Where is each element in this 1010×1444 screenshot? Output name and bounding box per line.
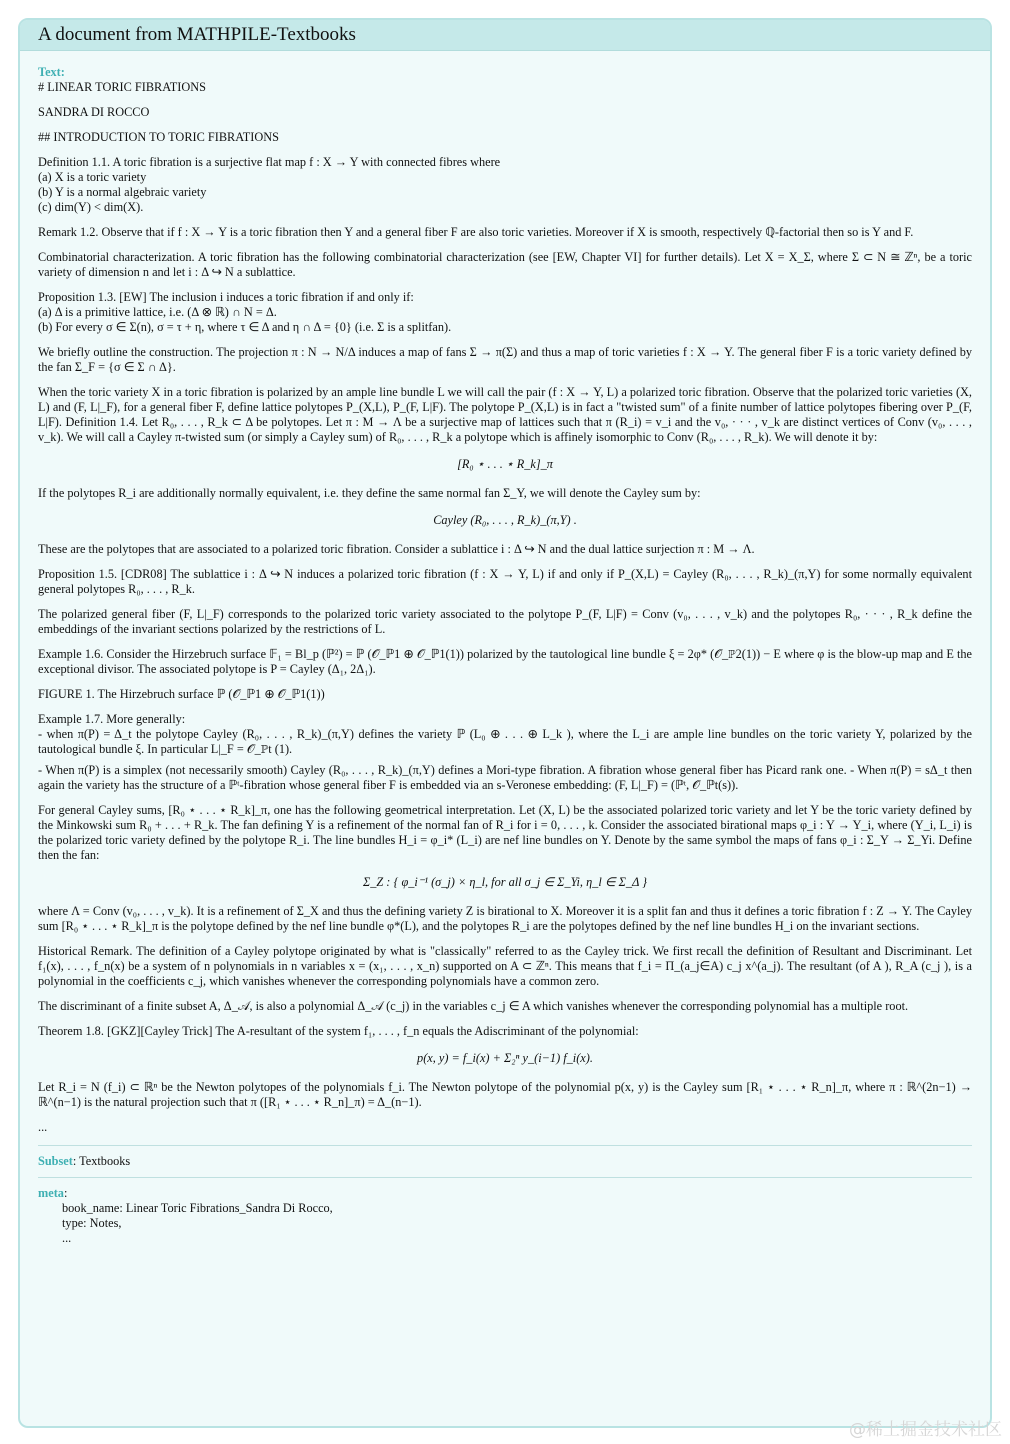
prop-item-a: (a) Δ is a primitive lattice, i.e. (Δ ⊗ ℝ) ∩ N = Δ. — [38, 305, 277, 319]
meta-book-name: book_name: Linear Toric Fibrations_Sandra Di Rocco, — [62, 1201, 333, 1215]
discriminant-paragraph: The discriminant of a finite subset A, Δ_𝒜, is also a polynomial Δ_𝒜 (c_j) in the variables c_j ∈ A which vanishes whenever the corresponding polynomial has a multiple root. — [38, 999, 909, 1013]
refinement-paragraph: where Λ = Conv (v₀, . . . , v_k). It is a refinement of Σ_X and thus the defining variety Z is birational to X. Moreover it is a split fan and thus it defines a toric fibration f : Z → Y. The Cayley sum [R₀ ⋆ . . . ⋆ R_k]_π is the polytope defined by the nef line bundle φ*(L), and the polytopes R_i are the polytopes defined by the nef line bundles H_i on the invariant sections. — [38, 904, 972, 933]
remark-1-2: Remark 1.2. Observe that if f : X → Y is a toric fibration then Y and a general fiber F are also toric varieties. Moreover if X is smooth, respectively ℚ-factorial then so is Y and F. — [38, 225, 914, 239]
divider — [38, 1145, 972, 1146]
meta-ellipsis: ... — [62, 1231, 72, 1245]
proposition-1-3 — [38, 290, 972, 335]
newton-polytope-paragraph: Let R_i = N (f_i) ⊂ ℝⁿ be the Newton polytopes of the polynomials f_i. The Newton polytope of the polynomial p(x, y) is the Cayley sum [R₁ ⋆ . . . ⋆ R_n]_π, where π : ℝ^(2n−1) → ℝ^(n−1) is the natural projection such that π ([R₁ ⋆ . . . ⋆ R_n]_π) = Δ_(n−1). — [38, 1080, 972, 1109]
prop-item-b: (b) For every σ ∈ Σ(n), σ = τ + η, where τ ∈ Δ and η ∩ Δ = {0} (i.e. Σ is a splitfan). — [38, 320, 452, 334]
example-case-1: - when π(P) = Δ_t the polytope Cayley (R₀, . . . , R_k)_(π,Y) defines the variety ℙ (L₀ ⊕ . . . ⊕ L_k ), where the L_i are ample line bundles on the toric variety Y, polarized by the tautological bundle ξ. In particular L|_F = 𝒪_ℙt (1). — [38, 727, 972, 756]
equation-polynomial: p(x, y) = f_i(x) + Σ₂ⁿ y_(i−1) f_i(x). — [417, 1051, 593, 1065]
historical-remark: Historical Remark. The definition of a Cayley polytope originated by what is "classically" referred to as the Cayley trick. We first recall the definition of Resultant and Discriminant. Let f₁(x), . . . , f_n(x) be a system of n polynomials in n variables x = (x₁, . . . , x_n) supported on A ⊂ ℤⁿ. This means that f_i = Π_(a_j∈A) c_j x^(a_j). The resultant (of A ), R_A (c_j ), is a polynomial in the coefficients c_j, which vanishes whenever the corresponding polynomials have a common zero. — [38, 944, 972, 988]
theorem-1-8: Theorem 1.8. [GKZ][Cayley Trick] The A-resultant of the system f₁, . . . , f_n equals the Adiscriminant of the polynomial: — [38, 1024, 639, 1038]
document-body — [20, 51, 990, 1246]
text-ellipsis: ... — [38, 1120, 48, 1134]
combinatorial-characterization: Combinatorial characterization. A toric fibration has the following combinatorial characterization (see [EW, Chapter VI] for further details). Let X = X_Σ, where Σ ⊂ N ≅ ℤⁿ, be a toric variety of dimension n and let i : Δ ↪ N a sublattice. — [38, 250, 972, 279]
doc-author: SANDRA DI ROCCO — [38, 105, 150, 119]
equation-cayley-sum: [R₀ ⋆ . . . ⋆ R_k]_π — [457, 457, 553, 471]
card-header — [20, 20, 990, 51]
equation-cayley-normal: Cayley (R₀, . . . , R_k)_(π,Y) . — [433, 513, 577, 527]
example-1-7 — [38, 712, 972, 793]
associated-polytopes-paragraph: These are the polytopes that are associated to a polarized toric fibration. Consider a sublattice i : Δ ↪ N and the dual lattice surjection π : M → Λ. — [38, 542, 755, 556]
definition-1-1 — [38, 155, 972, 215]
doc-title: # LINEAR TORIC FIBRATIONS — [38, 80, 206, 94]
normally-equivalent-paragraph: If the polytopes R_i are additionally normally equivalent, i.e. they define the same normal fan Σ_Y, we will denote the Cayley sum by: — [38, 486, 701, 500]
text-label: Text: — [38, 65, 65, 79]
figure-1-caption: FIGURE 1. The Hirzebruch surface ℙ (𝒪_ℙ1 ⊕ 𝒪_ℙ1(1)) — [38, 687, 325, 701]
document-card — [18, 18, 992, 1428]
example-head: Example 1.7. More generally: — [38, 712, 186, 726]
subset-label: Subset — [38, 1154, 73, 1168]
general-fiber-paragraph: The polarized general fiber (F, L|_F) corresponds to the polarized toric variety associated to the polytope P_(F, L|F) = Conv (v₀, . . . , v_k) and the polytopes R₀, · · · , R_k define the embeddings of the invariant sections polarized by the restrictions of L. — [38, 607, 972, 636]
meta-label: meta — [38, 1186, 64, 1200]
doc-section: ## INTRODUCTION TO TORIC FIBRATIONS — [38, 130, 279, 144]
proposition-1-5: Proposition 1.5. [CDR08] The sublattice i : Δ ↪ N induces a polarized toric fibration (f : X → Y, L) if and only if P_(X,L) = Cayley (R₀, . . . , R_k)_(π,Y) for some normally equivalent general polytopes R₀, . . . , R_k. — [38, 567, 972, 596]
example-1-6: Example 1.6. Consider the Hirzebruch surface 𝔽₁ = Bl_p (ℙ²) = ℙ (𝒪_ℙ1 ⊕ 𝒪_ℙ1(1)) polarized by the tautological line bundle ξ = 2φ* (𝒪_ℙ2(1)) − E where φ is the blow-up map and E the exceptional divisor. The associated polytope is P = Cayley (Δ₁, 2Δ₁). — [38, 647, 972, 676]
def-item-a: (a) X is a toric variety — [38, 170, 147, 184]
prop-head: Proposition 1.3. [EW] The inclusion i induces a toric fibration if and only if: — [38, 290, 414, 304]
example-case-2: - When π(P) is a simplex (not necessarily smooth) Cayley (R₀, . . . , R_k)_(π,Y) defines a Mori-type fibration. A fibration whose general fiber has Picard rank one. - When π(P) = sΔ_t then again the variety has the structure of a ℙᵗ-fibration whose general fiber F is embedded via an s-Veronese embedding: (F, L|_F) = (ℙᵗ, 𝒪_ℙt(s)). — [38, 763, 972, 792]
equation-fan-sigma-z: Σ_Z : { φ_i⁻¹ (σ_j) × η_l, for all σ_j ∈ Σ_Yi, η_l ∈ Σ_Δ } — [362, 875, 648, 889]
def-head: Definition 1.1. A toric fibration is a surjective flat map f : X → Y with connected fibres where — [38, 155, 501, 169]
meta-type: type: Notes, — [62, 1216, 122, 1230]
subset-value: : Textbooks — [72, 1154, 131, 1168]
divider — [38, 1177, 972, 1178]
meta-block — [38, 1186, 972, 1246]
def-item-c: (c) dim(Y) < dim(X). — [38, 200, 144, 214]
subset-row — [38, 1154, 972, 1169]
general-cayley-paragraph: For general Cayley sums, [R₀ ⋆ . . . ⋆ R_k]_π, one has the following geometrical interpretation. Let (X, L) be the associated polarized toric variety and let Y be the toric variety defined by the Minkowski sum R₀ + . . . + R_k. The fan defining Y is a refinement of the normal fan of R_i for i = 0, . . . , k. Consider the associated birational maps φ_i : Y → Y_i, where (Y_i, L_i) is the polarized toric variety defined by the polytope R_i. The line bundles H_i = φ_i* (L_i) are nef line bundles on Y. Denote by the same symbol the maps of fans φ_i : Σ_Y → Σ_Yi. Define then the fan: — [38, 803, 972, 862]
card-title: A document from MATHPILE-Textbooks — [38, 24, 356, 45]
def-item-b: (b) Y is a normal algebraic variety — [38, 185, 207, 199]
construction-outline: We briefly outline the construction. The projection π : N → N/Δ induces a map of fans Σ → π(Σ) and thus a map of toric varieties f : X → Y. The general fiber F is a toric variety defined by the fan Σ_F = {σ ∈ Σ ∩ Δ}. — [38, 345, 972, 374]
meta-colon: : — [63, 1186, 68, 1200]
watermark: @稀土掘金技术社区 — [849, 1420, 1002, 1440]
polarized-fibration-paragraph: When the toric variety X in a toric fibration is polarized by an ample line bundle L we will call the pair (f : X → Y, L) a polarized toric fibration. Observe that the polarized toric varieties (X, L) and (F, L|_F), for a general fiber F, define lattice polytopes P_(X,L), P_(F, L|F). The polytope P_(X,L) is in fact a "twisted sum" of a finite number of lattice polytopes fibering over P_(F, L|F). Definition 1.4. Let R₀, . . . , R_k ⊂ Δ be polytopes. Let π : M → Λ be a surjective map of lattices such that π (R_i) = v_i and the v₀, · · · , v_k are distinct vertices of Conv (v₀, . . . , v_k). We will call a Cayley π-twisted sum (or simply a Cayley sum) of R₀, . . . , R_k a polytope which is affinely isomorphic to Conv (R₀, . . . , R_k). We will denote it by: — [38, 385, 972, 444]
